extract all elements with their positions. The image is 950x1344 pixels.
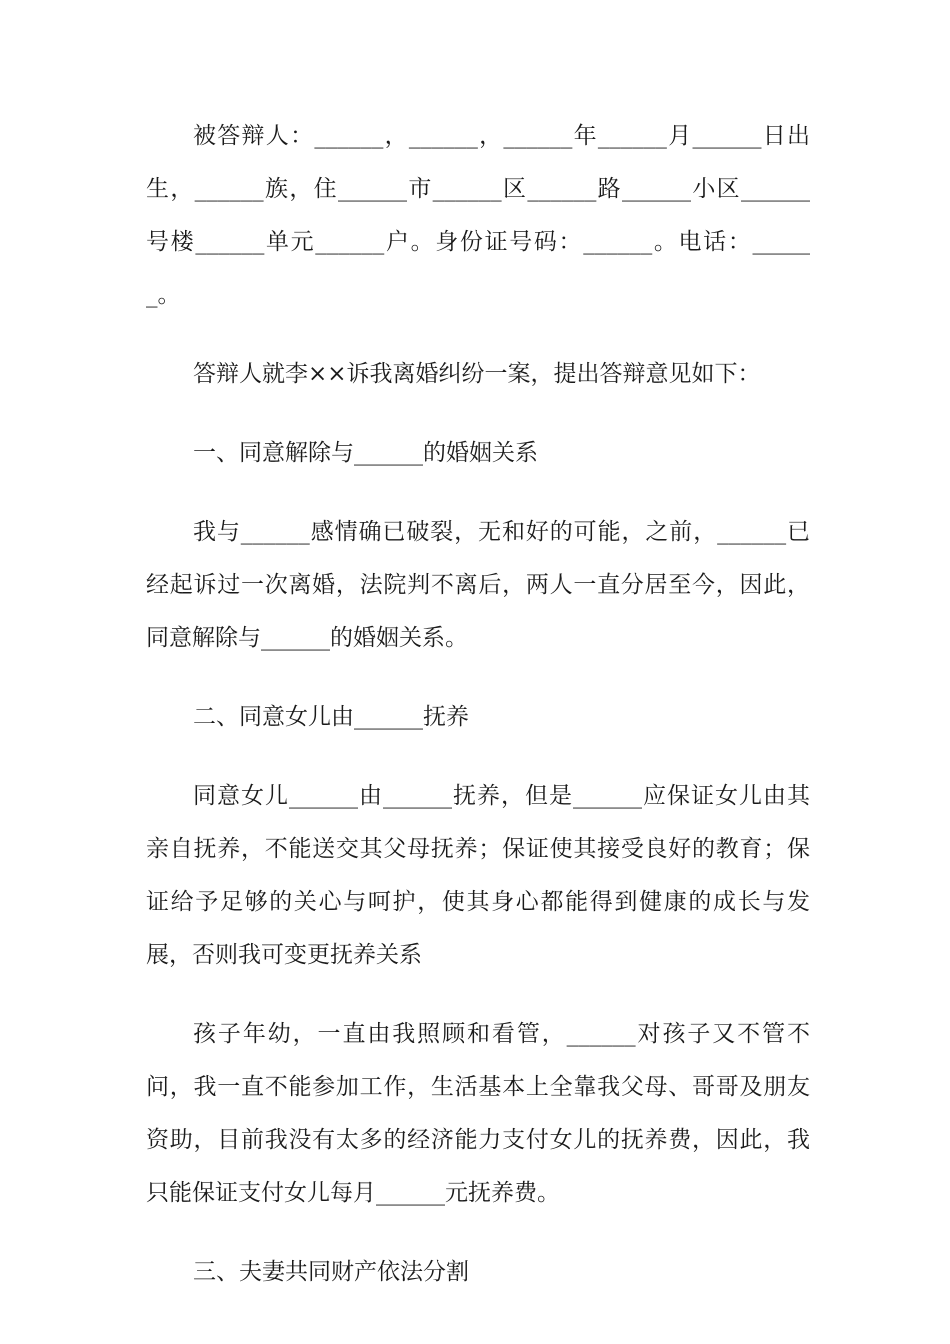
document-body — [146, 110, 810, 1299]
section-2-body-1: 同意女儿______由______抚养，但是______应保证女儿由其亲自抚养，不能送交其父母抚养；保证使其接受良好的教育；保证给予足够的关心与呵护，使其身心都能得到健康的成长与发展，否则我可变更抚养关系 — [146, 783, 810, 968]
section-heading-2: 二、同意女儿由______抚养 — [193, 704, 469, 730]
section-1-body: 我与______感情确已破裂，无和好的可能，之前，______已经起诉过一次离婚，法院判不离后，两人一直分居至今，因此，同意解除与______的婚姻关系。 — [146, 519, 810, 651]
section-heading-1: 一、同意解除与______的婚姻关系 — [193, 440, 538, 466]
intro-paragraph: 答辩人就李××诉我离婚纠纷一案，提出答辩意见如下： — [193, 361, 761, 387]
respondent-info-paragraph: 被答辩人：______，______，______年______月______日出生，______族，住______市______区______路______小区______号楼______单元______户。身份证号码：______。电话：______。 — [146, 123, 810, 308]
section-2-body-2: 孩子年幼，一直由我照顾和看管，______对孩子又不管不问，我一直不能参加工作，生活基本上全靠我父母、哥哥及朋友资助，目前我没有太多的经济能力支付女儿的抚养费，因此，我只能保证支付女儿每月______元抚养费。 — [146, 1021, 810, 1206]
section-heading-3: 三、夫妻共同财产依法分割 — [193, 1259, 469, 1285]
